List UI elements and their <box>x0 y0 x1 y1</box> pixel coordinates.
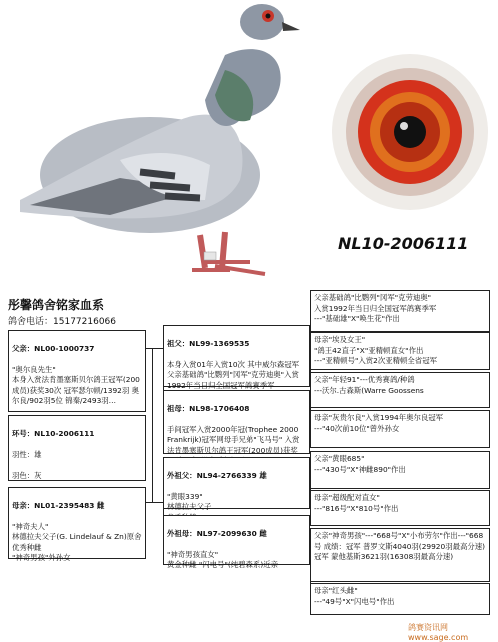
sire-dam-title: 祖母：NL98-1706408 <box>167 403 250 413</box>
loft-name: 彤馨鸽舍铭家血系 <box>8 298 105 312</box>
connector <box>146 348 163 349</box>
sire-dam-text: 手间冠军入赏2000年冠(Trophee 2000 Frankrijk)冠军网母手兄弟"飞马号" 入赏法肯墨塞斯贝尔鸽王冠军(200成员)获奖 <box>167 424 300 455</box>
self-color: 羽色：灰 <box>12 470 42 480</box>
gen3-box-7: 父亲"神奇男孩"---"668号"X"小布劳尔"作出---"668号 成绩：冠军 普罗文斯4040羽(29920羽最高分速)冠军 蒙他基斯3621羽(16308羽最高分速) <box>310 528 490 582</box>
dam-sire-box <box>163 457 310 509</box>
dam-dam-text: "神奇男孩直女" 黄金种雌 "闪电号"(纯碧森系)近亲 <box>167 549 278 569</box>
ring-id-label: NL10-2006111 <box>338 234 469 253</box>
sire-box <box>8 330 146 412</box>
dam-title: 母亲：NL01-2395483 雌 <box>12 500 105 510</box>
self-title: 环号：NL10-2006111 <box>12 428 95 438</box>
sire-dam-box <box>163 390 310 454</box>
gen3-box-3: 父亲"年轻91"---优秀赛鸽/种鸽 ---沃尔.古森斯(Warre Goossens <box>310 372 490 408</box>
sire-sire-title: 祖父：NL99-1369535 <box>167 338 250 348</box>
phone-label: 鸽舍电话： <box>8 317 54 327</box>
gen3-box-8: 母亲"红头雌" ---"49号"X"闪电号"作出 <box>310 583 490 615</box>
gen3-box-1: 父亲基础鸽"比鹦列"冈军"克劳迪奥" 入赏1992年当日归全国冠军鸽赛季军 ---"基础雄"X"唤生花"作出 <box>310 290 490 332</box>
dam-sire-title: 外祖父：NL94-2766339 雄 <box>167 470 267 480</box>
phone-number: 15177216066 <box>53 317 117 327</box>
dam-dam-title: 外祖母：NL97-2099630 雌 <box>167 528 267 538</box>
gen3-box-5: 父亲"黄眼685" ---"430号"X"神雌890"作出 <box>310 451 490 489</box>
dam-dam-box <box>163 515 310 569</box>
watermark: 鸽赛资讯网 www.sage.com <box>408 623 469 642</box>
dam-text: "神奇夫人" 林德拉夫父子(G. Lindelauf & Zn)原舍 优秀种雌 "神奇男孩"外孙女 <box>12 521 142 562</box>
dam-box <box>8 487 146 562</box>
dam-sire-text: "黄眼339" 林德拉夫父子 <box>167 491 212 511</box>
gen3-box-2: 母亲"埃及女王" "鸽王42直子"X"亚精顿直女"作出 ---"亚精顿号"入赏2次亚精顿全省冠军 <box>310 332 490 370</box>
self-box <box>8 415 146 481</box>
sire-title: 父亲：NL00-1000737 <box>12 343 95 353</box>
eye-closeup <box>330 52 490 212</box>
gen3-box-4: 母亲"灰贵尔良"入赏1994年奥尔良冠军 ---"40次前10位"曾外孙女 <box>310 410 490 448</box>
connector <box>146 502 163 503</box>
gen3-box-6: 母亲"超级配对直女" ---"816号"X"810号"作出 <box>310 490 490 526</box>
sire-sire-box <box>163 325 310 390</box>
sire-text: "奥尔良先生" 本身入赏法肯墨塞斯贝尔鸽王冠军(200成员)获奖30次 冠军瑟尔顿/1392羽 奥尔良/902羽5位 锦秦/2493羽… <box>12 364 140 405</box>
sire-sire-text: 本身入赏01年入赏10次 其中威尔森冠军父亲基础鸽"比鹦列"冈军"克劳迪奥"入赏1992年当日归全国冠军鸽赛季军 <box>167 359 300 390</box>
loft-phone <box>8 314 116 327</box>
pigeon-illustration <box>0 0 320 285</box>
connector <box>152 348 153 502</box>
self-sex: 羽性：雄 <box>12 449 42 459</box>
